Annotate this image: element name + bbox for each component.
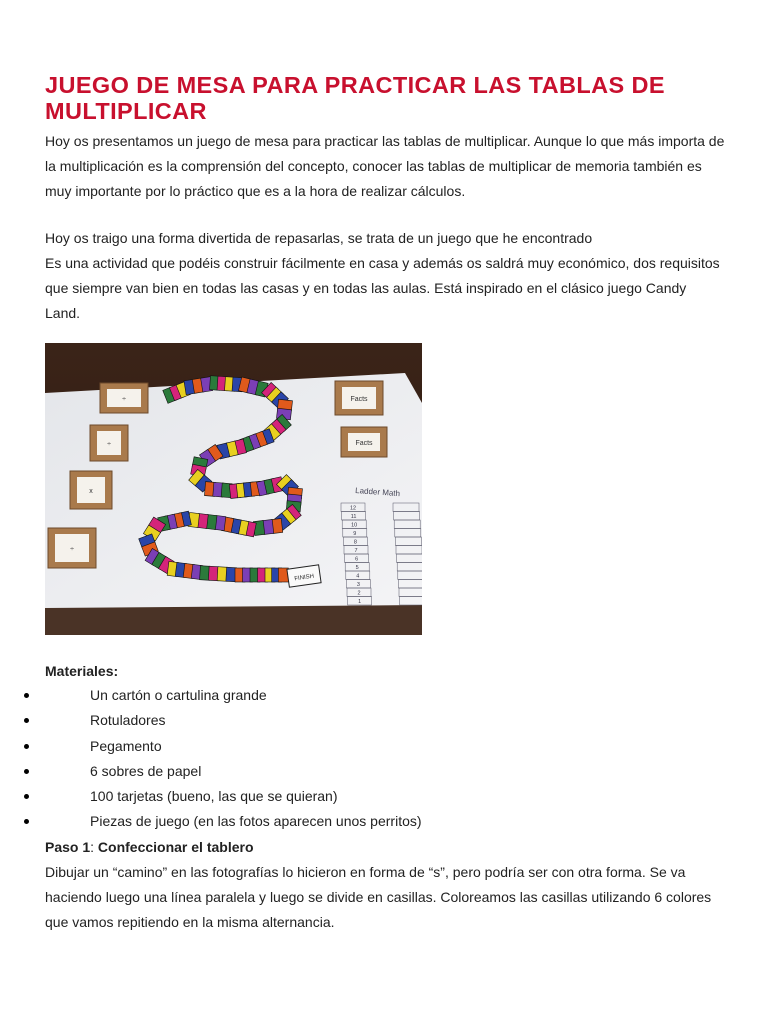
card-envelope: [70, 471, 112, 509]
ladder-number: 8: [353, 539, 357, 546]
bullet-icon: [24, 718, 29, 723]
ladder-number: 2: [357, 590, 361, 597]
finish-box: [287, 565, 321, 587]
list-item: Piezas de juego (en las fotos aparecen unos perritos): [45, 809, 725, 834]
card-label: ÷: [122, 396, 126, 403]
ladder-number: 1: [358, 599, 362, 605]
card-label: Facts: [350, 396, 368, 403]
list-item: Pegamento: [45, 734, 725, 759]
card-label: Facts: [355, 440, 373, 447]
second-paragraph-first-line: Hoy os traigo una forma divertida de repasarlas, se trata de un juego que he encontrado: [45, 230, 593, 246]
list-item: Un cartón o cartulina grande: [45, 683, 725, 708]
article: [45, 72, 725, 935]
card-label: x: [89, 488, 93, 495]
materials-title: Materiales:: [45, 663, 119, 679]
card-envelope: [100, 383, 148, 413]
ladder-number: 4: [356, 573, 360, 580]
board-game-photo: [45, 343, 422, 635]
bullet-icon: [24, 819, 29, 824]
ladder-number: 3: [356, 582, 360, 588]
ladder-number: 11: [350, 514, 357, 520]
bullet-icon: [24, 744, 29, 749]
list-item: 6 sobres de papel: [45, 759, 725, 784]
ladder-number: 6: [355, 556, 359, 563]
bullet-icon: [24, 693, 29, 698]
step-1-heading: Paso 1: Confeccionar el tablero: [45, 838, 254, 855]
second-paragraph: Es una actividad que podéis construir fácilmente en casa y además os saldrá muy económico, dos requisitos que siempre van bien en todas las casas y en todas las aulas. Está inspirado en el clásico juego Candy Land.: [45, 255, 720, 321]
card-envelope: [48, 528, 96, 568]
list-item: 100 tarjetas (bueno, las que se quieran): [45, 784, 725, 809]
ladder-number: 7: [354, 548, 358, 554]
card-label: ÷: [107, 441, 111, 448]
ladder-number: 9: [353, 531, 357, 537]
card-envelope: [341, 427, 387, 457]
bullet-icon: [24, 794, 29, 799]
card-label: ÷: [70, 546, 74, 553]
ladder-number: 5: [355, 565, 359, 571]
finish-label: FINISH: [294, 573, 315, 583]
list-item: Rotuladores: [45, 708, 725, 733]
step-1-body: Dibujar un “camino” en las fotografías lo hicieron en forma de “s”, pero podría ser con otra forma. Se va haciendo luego una línea paralela y luego se divide en casillas. Coloreamos las casillas utilizando 6 colores que vamos repitiendo en la misma alternancia.: [45, 863, 712, 930]
intro-paragraph: Hoy os presentamos un juego de mesa para practicar las tablas de multiplicar. Aunque lo que más importa de la multiplicación es la comprensión del concepto, conocer las tablas de multiplicar de memoria también es muy importante por lo práctico que es a la hora de realizar cálculos.: [45, 133, 725, 199]
page-title: JUEGO DE MESA PARA PRACTICAR LAS TABLAS DE MULTIPLICAR: [45, 72, 665, 124]
ladder-number: 10: [351, 522, 358, 529]
card-envelope: [335, 381, 383, 415]
materials-list: [45, 683, 725, 835]
ladder-number: 12: [349, 505, 357, 512]
card-envelope: [90, 425, 128, 461]
bullet-icon: [24, 769, 29, 774]
ladder-title: Ladder Math: [354, 486, 401, 499]
